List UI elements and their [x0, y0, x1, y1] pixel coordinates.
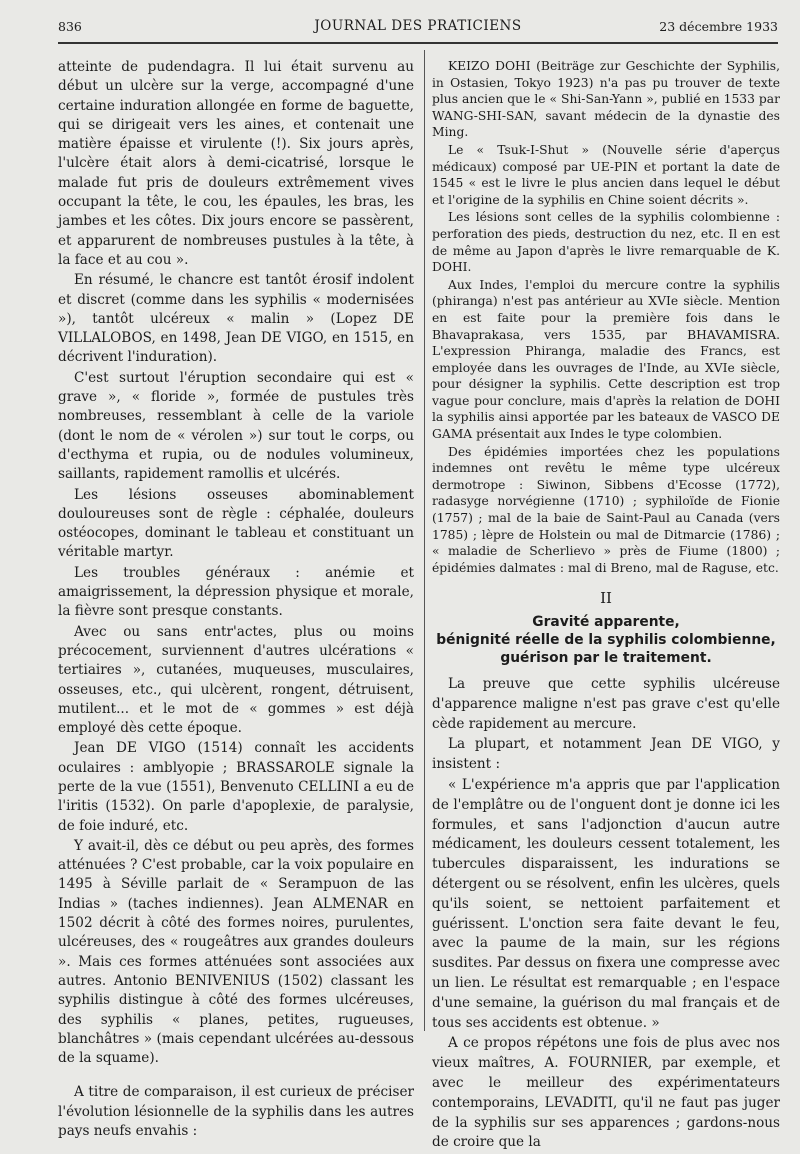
section-title-line: Gravité apparente, — [532, 614, 680, 630]
section-title-line: bénignité réelle de la syphilis colombienne, — [436, 632, 776, 648]
paragraph: Des épidémies importées chez les populations indemnes ont revêtu le même type ulcéreux dermotrope : Siwinon, Sibbens d'Ecosse (1772), radasyge norvégienne (1710) ; syphiloïde de Fionie (1757) ; mal de la baie de Saint-Paul au Canada (vers 1785) ; lèpre de Holstein ou mal de Ditmarcie (1786) ; « maladie de Scherlievo » près de Fiume (1800) ; épidémies dalmates : mal di Breno, mal de Raguse, etc. — [432, 444, 780, 575]
paragraph: Les lésions osseuses abominablement douloureuses sont de règle : céphalée, douleurs ostéocopes, dominant le tableau et constituant un véritable martyr. — [58, 486, 414, 561]
journal-title: JOURNAL DES PRATICIENS — [314, 18, 522, 34]
paragraph: C'est surtout l'éruption secondaire qui est « grave », « floride », formée de pustules très nombreuses, ressemblant à celle de la variole (dont le nom de « vérolen ») sur tout le corps, ou d'ecthyma et rupia, ou de nodules volumineux, saillants, rapidement ramollis et ulcérés. — [58, 369, 414, 483]
paragraph: Le « Tsuk-I-Shut » (Nouvelle série d'aperçus médicaux) composé par UE-PIN et portant la date de 1545 « est le livre le plus ancien dans lequel le début et l'origine de la syphilis en Chine soient décrits ». — [432, 142, 780, 207]
section-number: II — [600, 589, 612, 608]
right-column — [432, 58, 780, 1154]
paragraph: A titre de comparaison, il est curieux de préciser l'évolution lésionnelle de la syphilis dans les autres pays neufs envahis : — [58, 1084, 414, 1140]
paragraph: Les lésions sont celles de la syphilis colombienne : perforation des pieds, destruction du nez, etc. Il en est de même au Japon d'après le livre remarquable de K. DOHI. — [432, 210, 780, 275]
paragraph: A ce propos répétons une fois de plus avec nos vieux maîtres, A. FOURNIER, par exemple, et avec le meilleur des expérimentateurs contemporains, LEVADITI, qu'il ne faut pas juger de la syphilis sur ses apparences ; gardons-nous de croire que la — [432, 1035, 780, 1151]
paragraph: Aux Indes, l'emploi du mercure contre la syphilis (phiranga) n'est pas antérieur au XVIe siècle. Mention en est faite pour la première fois dans le Bhavaprakasa, vers 1535, par BHAVAMISRA. L'expression Phiranga, maladie des Francs, est employée dans les ouvrages de l'Inde, au XVIe siècle, pour désigner la syphilis. Cette description est trop vague pour conclure, mais d'après la relation de DOHI la syphilis ainsi apportée par les bateaux de VASCO DE GAMA présentait aux Indes le type colombien. — [432, 277, 780, 442]
running-header — [58, 14, 778, 44]
paragraph: « L'expérience m'a appris que par l'application de l'emplâtre ou de l'onguent dont je donne ici les formules, et sans l'adjonction d'aucun autre médicament, les douleurs cessent totalement, les tubercules disparaissent, les indurations se détergent ou se résolvent, enfin les ulcères, quels qu'ils soient, se nettoient parfaitement et guérissent. L'onction sera faite devant le feu, avec la paume de la main, sur les régions susdites. Par dessus on fixera une compresse avec un lien. Le résultat est remarquable ; en l'espace d'une semaine, la guérison du mal français et de tous ses accidents est obtenue. » — [432, 776, 780, 1031]
paragraph: Jean DE VIGO (1514) connaît les accidents oculaires : amblyopie ; BRASSAROLE signale la perte de la vue (1551), Benvenuto CELLINI a eu de l'iritis (1532). On parle d'apoplexie, de paralysie, de foie induré, etc. — [58, 740, 414, 834]
paragraph: En résumé, le chancre est tantôt érosif indolent et discret (comme dans les syphilis « modernisées »), tantôt ulcéreux « malin » (Lopez DE VILLALOBOS, en 1498, Jean DE VIGO, en 1515, en décrivent l'induration). — [58, 272, 414, 366]
column-divider — [424, 50, 425, 1031]
section-title — [432, 613, 780, 667]
issue-date: 23 décembre 1933 — [659, 19, 778, 34]
paragraph: La plupart, et notamment Jean DE VIGO, y insistent : — [432, 736, 780, 773]
paragraph: La preuve que cette syphilis ulcéreuse d'apparence maligne n'est pas grave c'est qu'elle cède rapidement au mercure. — [432, 676, 780, 732]
paragraph: Les troubles généraux : anémie et amaigrissement, la dépression physique et morale, la fièvre sont presque constants. — [58, 564, 414, 620]
paragraph: KEIZO DOHI (Beiträge zur Geschichte der Syphilis, in Ostasien, Tokyo 1923) n'a pas pu trouver de texte plus ancien que le « Shi-San-Yann », publié en 1533 par WANG-SHI-SAN, savant médecin de la dynastie des Ming. — [432, 59, 780, 140]
section-title-line: guérison par le traitement. — [500, 650, 712, 666]
paragraph: Avec ou sans entr'actes, plus ou moins précocement, surviennent d'autres ulcérations « tertiaires », cutanées, muqueuses, musculaires, osseuses, etc., qui ulcèrent, rongent, détruisent, mutilent... et le mot de « gommes » est déjà employé dès cette époque. — [58, 623, 414, 737]
paragraph: atteinte de pudendagra. Il lui était survenu au début un ulcère sur la verge, accompagné d'une certaine induration allongée en forme de baguette, qui se dirigeait vers les aines, et contenait une matière épaisse et virulente (!). Six jours après, l'ulcère était alors à demi-cicatrisé, lorsque le malade fut pris de douleurs extrêmement vives occupant la tête, le cou, les épaules, les bras, les jambes et les côtes. Dix jours encore se passèrent, et apparurent de nombreuses pustules à la tête, à la face et au cou ». — [58, 59, 414, 268]
left-column — [58, 58, 414, 1142]
paragraph: Y avait-il, dès ce début ou peu après, des formes atténuées ? C'est probable, car la voix populaire en 1495 à Séville parlait de « Serampuon de las Indias » (taches indiennes). Jean ALMENAR en 1502 décrit à côté des formes noires, purulentes, ulcéreuses, des « rougeâtres aux grandes douleurs ». Mais ces formes atténuées sont associées aux autres. Antonio BENIVENIUS (1502) classant les syphilis distingue à côté des formes ulcéreuses, des syphilis « planes, petites, rugueuses, blanchâtres » (mais cependant ulcérées au-dessous de la squame). — [58, 837, 414, 1067]
page-number: 836 — [58, 19, 82, 34]
